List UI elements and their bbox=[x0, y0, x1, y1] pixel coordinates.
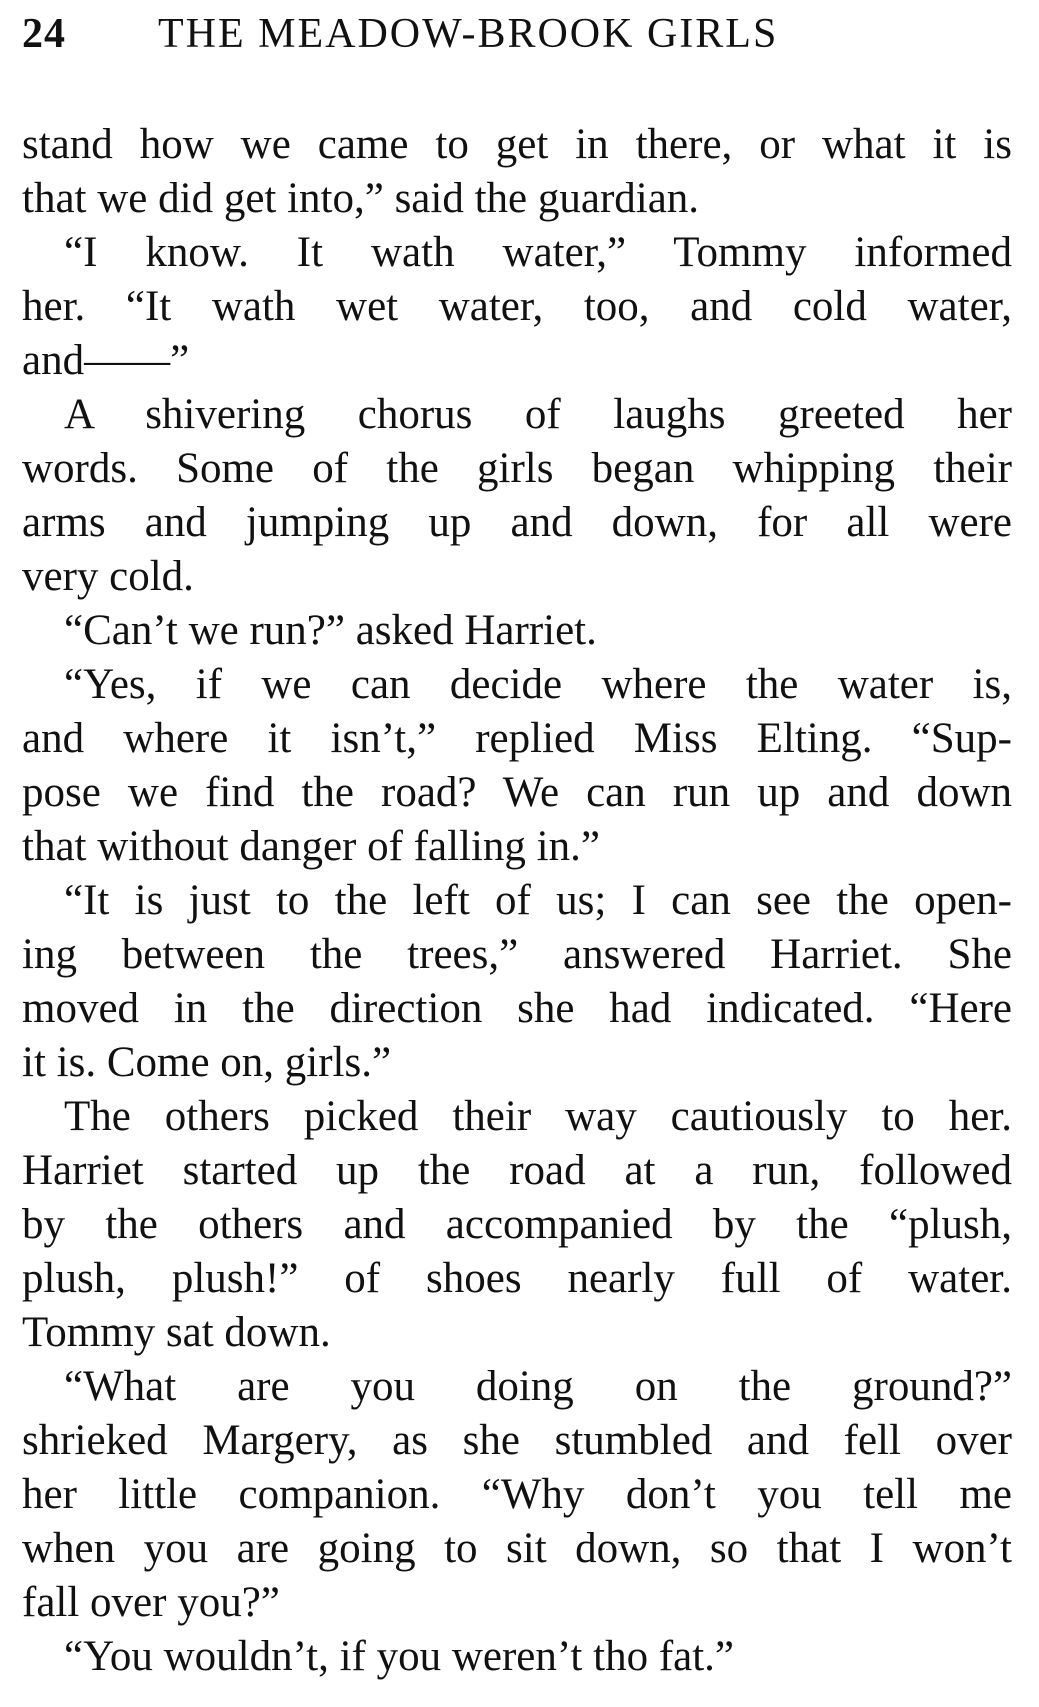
text-line: ing between the trees,” answered Harriet. She bbox=[22, 931, 1012, 978]
text-line: Tommy sat down. bbox=[22, 1309, 331, 1356]
page-number: 24 bbox=[22, 11, 66, 57]
text-line: it is. Come on, girls.” bbox=[22, 1039, 392, 1086]
text-line: “Can’t we run?” asked Harriet. bbox=[64, 607, 597, 654]
body-text bbox=[22, 118, 1012, 1684]
running-head: THE MEADOW-BROOK GIRLS bbox=[158, 11, 779, 57]
text-line: her. “It wath wet water, too, and cold water, bbox=[22, 283, 1012, 330]
text-line: fall over you?” bbox=[22, 1579, 280, 1626]
text-line: plush, plush!” of shoes nearly full of water. bbox=[22, 1255, 1012, 1302]
text-line: pose we find the road? We can run up and down bbox=[22, 769, 1012, 816]
text-line: “I know. It wath water,” Tommy informed bbox=[64, 229, 1012, 276]
text-line: The others picked their way cautiously to her. bbox=[64, 1093, 1012, 1140]
text-line: and where it isn’t,” replied Miss Elting. “Sup- bbox=[22, 715, 1012, 762]
text-line: stand how we came to get in there, or what it is bbox=[22, 121, 1012, 168]
text-line: that we did get into,” said the guardian. bbox=[22, 175, 700, 222]
text-line: words. Some of the girls began whipping their bbox=[22, 445, 1012, 492]
text-line: arms and jumping up and down, for all were bbox=[22, 499, 1012, 546]
text-line: her little companion. “Why don’t you tell me bbox=[22, 1471, 1012, 1518]
text-line: moved in the direction she had indicated. “Here bbox=[22, 985, 1012, 1032]
text-line: “You wouldn’t, if you weren’t tho fat.” bbox=[64, 1633, 735, 1680]
page-header bbox=[22, 10, 1012, 70]
text-line: very cold. bbox=[22, 553, 194, 600]
text-line: by the others and accompanied by the “plush, bbox=[22, 1201, 1012, 1248]
text-line: that without danger of falling in.” bbox=[22, 823, 600, 870]
text-line: “What are you doing on the ground?” bbox=[64, 1363, 1012, 1410]
text-line: and——” bbox=[22, 337, 190, 384]
text-line: Harriet started up the road at a run, followed bbox=[22, 1147, 1012, 1194]
text-line: “Yes, if we can decide where the water is, bbox=[64, 661, 1012, 708]
text-line: shrieked Margery, as she stumbled and fell over bbox=[22, 1417, 1012, 1464]
text-line: A shivering chorus of laughs greeted her bbox=[64, 391, 1012, 438]
text-line: “It is just to the left of us; I can see the open- bbox=[64, 877, 1012, 924]
text-line: when you are going to sit down, so that I won’t bbox=[22, 1525, 1012, 1572]
